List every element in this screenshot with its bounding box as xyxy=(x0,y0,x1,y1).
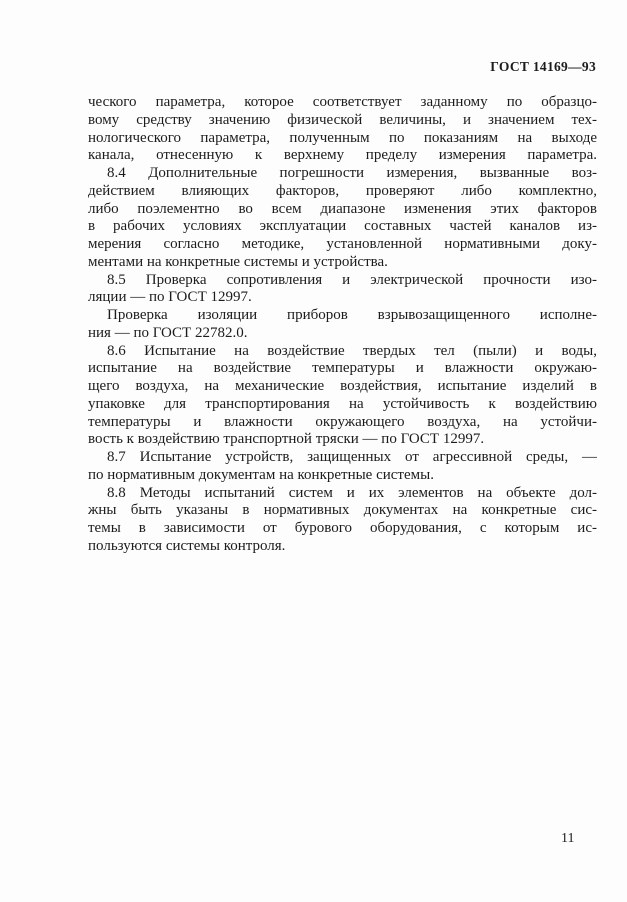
paragraph xyxy=(88,272,597,308)
body-text xyxy=(88,94,597,556)
text-line: по нормативным документам на конкретные системы. xyxy=(88,466,434,483)
text-line: в рабочих условиях эксплуатации составных частей каналов из- xyxy=(88,218,597,235)
paragraph xyxy=(88,343,597,450)
text-line: жны быть указаны в нормативных документах на конкретные сис- xyxy=(88,502,597,519)
paragraph xyxy=(88,485,597,556)
text-line: ментами на конкретные системы и устройства. xyxy=(88,253,388,270)
text-line: вость к воздействию транспортной тряски — по ГОСТ 12997. xyxy=(88,431,485,448)
text-line: канала, отнесенную к верхнему пределу измерения параметра. xyxy=(88,147,597,164)
text-line: температуры и влажности окружающего воздуха, на устойчи- xyxy=(88,413,597,430)
text-line: 8.7 Испытание устройств, защищенных от агрессивной среды, — xyxy=(107,449,597,465)
text-line: вому средству значению физической величины, и значением тех- xyxy=(88,111,597,128)
text-line: 8.8 Методы испытаний систем и их элементов на объекте дол- xyxy=(107,484,597,501)
text-line: 8.5 Проверка сопротивления и электрической прочности изо- xyxy=(107,271,597,288)
text-line: либо поэлементно во всем диапазоне изменения этих факторов xyxy=(88,200,597,217)
text-line: Проверка изоляции приборов взрывозащищенного исполне- xyxy=(107,307,597,323)
text-line: ляции — по ГОСТ 12997. xyxy=(88,289,252,306)
page-number: 11 xyxy=(561,831,575,846)
paragraph xyxy=(88,165,597,272)
text-line: пользуются системы контроля. xyxy=(88,537,286,554)
paragraph xyxy=(88,94,597,165)
text-line: 8.4 Дополнительные погрешности измерения, вызванные воз- xyxy=(107,165,597,181)
text-line: упаковке для транспортирования на устойчивость к воздействию xyxy=(88,395,597,412)
text-line: мерения согласно методике, установленной нормативными доку- xyxy=(88,236,597,252)
text-line: ния — по ГОСТ 22782.0. xyxy=(88,324,248,341)
text-line: нологического параметра, полученным по показаниям на выходе xyxy=(88,129,597,146)
document-header-standard: ГОСТ 14169—93 xyxy=(490,59,596,74)
text-line: 8.6 Испытание на воздействие твердых тел (пыли) и воды, xyxy=(107,342,597,359)
text-line: ческого параметра, которое соответствует заданному по образцо- xyxy=(88,94,597,110)
text-line: действием влияющих факторов, проверяют либо комплектно, xyxy=(88,182,597,199)
text-line: испытание на воздействие температуры и влажности окружаю- xyxy=(88,360,597,377)
paragraph xyxy=(88,449,597,485)
text-line: щего воздуха, на механические воздействия, испытание изделий в xyxy=(88,378,597,394)
paragraph xyxy=(88,307,597,343)
text-line: темы в зависимости от бурового оборудования, с которым ис- xyxy=(88,520,597,536)
